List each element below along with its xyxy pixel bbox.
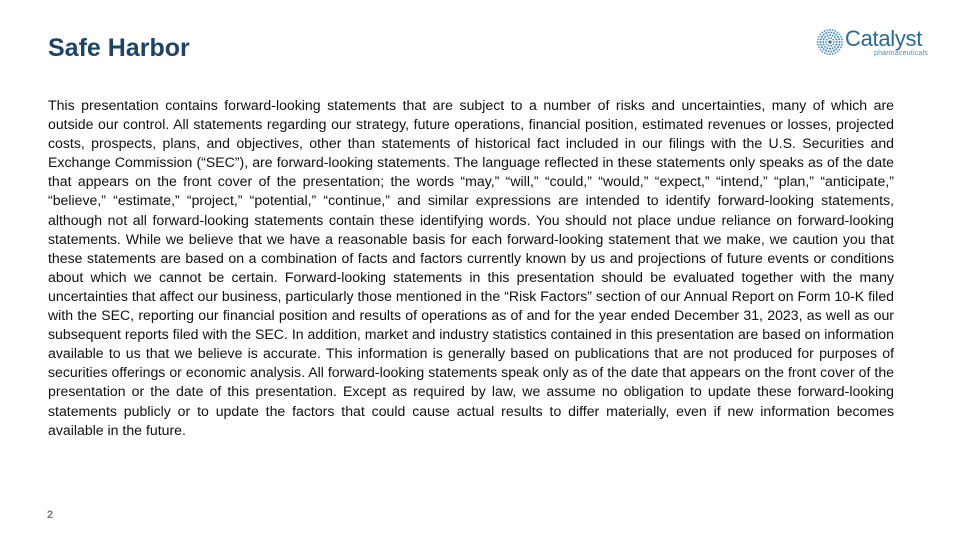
logo-dot (839, 49, 841, 51)
logo-dot (833, 41, 835, 43)
logo-dot (829, 29, 831, 31)
logo-dot (840, 46, 842, 48)
logo-dot (828, 31, 830, 33)
logo-dot (833, 50, 835, 52)
logo-dot (826, 53, 828, 55)
logo-dot (821, 51, 823, 53)
logo-dot (830, 50, 832, 52)
logo-dot (839, 33, 841, 35)
logo-dot (836, 41, 838, 43)
logo-dot (817, 38, 819, 40)
logo-dot (823, 34, 825, 36)
logo-dot (826, 29, 828, 31)
logo-dot (825, 41, 827, 43)
logo-dot (824, 36, 826, 38)
logo-dot (835, 48, 837, 50)
logo-dot (837, 46, 839, 48)
logo-dot (822, 41, 824, 43)
logo-dot (823, 38, 825, 40)
logo-dot (820, 33, 822, 35)
logo-dot (821, 36, 823, 38)
logo-dot (834, 46, 836, 48)
logo-dot (826, 43, 828, 45)
logo-dot (835, 38, 837, 40)
safe-harbor-paragraph: This presentation contains forward-looking statements that are subject to a number of risks and uncertainties, many of which are outside our control. All statements regarding our strategy, future operations, financial position, estimated revenues or losses, projected costs, prospects, plans, and objectives, other than statements of historical fact included in our filings with the U.S. Securities and Exchange Commission (“SEC”), are forward-looking statements. The language reflected in these statements only speaks as of the date that appears on the front cover of the presentation; the words “may,” “will,” “could,” “would,” “expect,” “intend,” “plan,” “anticipate,” “believe,” “estimate,” “project,” “potential,” “continue,” and similar expressions are intended to identify forward-looking statements, although not all forward-looking statements contain these identifying words. You should not place undue reliance on forward-looking statements. While we believe that we have a reasonable basis for each forward-looking statement that we make, we caution you that these statements are based on a combination of facts and factors currently known by us and projections of future events or conditions about which we cannot be certain. Forward-looking statements in this presentation should be evaluated together with the many uncertainties that affect our business, particularly those mentioned in the “Risk Factors” section of our Annual Report on Form 10-K filed with the SEC, reporting our financial position and results of operations as of and for the year ended December 31, 2023, as well as our subsequent reports filed with the SEC. In addition, market and industry statistics contained in this presentation are based on information available to us that we believe is accurate. This information is generally based on publications that are not produced for purposes of securities offerings or economic analysis. All forward-looking statements speak only as of the date that appears on the front cover of the presentation or the date of this presentation. Except as required by law, we assume no obligation to update these forward-looking statements publicly or to update the factors that could cause actual results to differ materially, even if new information becomes available in the future. (48, 97, 894, 438)
logo-dot (820, 38, 822, 40)
logo-dot (817, 44, 819, 46)
logo-tagline: pharmaceuticals (874, 50, 928, 57)
logo-dot (823, 44, 825, 46)
logo-dot (830, 45, 832, 47)
catalyst-sunburst-logo-icon (816, 28, 844, 56)
logo-dot (841, 38, 843, 40)
logo-dot (833, 32, 835, 34)
logo-dot (821, 46, 823, 48)
logo-dot (841, 41, 843, 43)
logo-dot (826, 39, 828, 41)
logo-dot (826, 35, 828, 37)
logo-core-dot (828, 40, 831, 43)
logo-dot (840, 36, 842, 38)
logo-dot (838, 44, 840, 46)
logo-wordmark: Catalyst (845, 26, 923, 51)
logo-dot (823, 48, 825, 50)
logo-dot (830, 31, 832, 33)
logo-dot (819, 41, 821, 43)
logo-dot (818, 46, 820, 48)
logo-dot (837, 36, 839, 38)
logo-dot (832, 47, 834, 49)
logo-dot (821, 32, 823, 34)
logo-dot (824, 46, 826, 48)
logo-dot (825, 32, 827, 34)
logo-dot (828, 50, 830, 52)
logo-dot (837, 51, 839, 53)
logo-dot (832, 39, 834, 41)
logo-dot (832, 35, 834, 37)
logo-dot (825, 50, 827, 52)
logo-dot (818, 36, 820, 38)
logo-dot (828, 45, 830, 47)
logo-dot (820, 44, 822, 46)
logo-dot (832, 53, 834, 55)
logo-dot (820, 49, 822, 51)
logo-dot (828, 37, 830, 39)
logo-dot (835, 44, 837, 46)
logo-dot (817, 41, 819, 43)
logo-dot (834, 52, 836, 54)
logo-dot (841, 44, 843, 46)
slide-title: Safe Harbor (48, 34, 190, 62)
logo-dot (834, 30, 836, 32)
logo-dot (838, 38, 840, 40)
page-number: 2 (47, 509, 54, 521)
logo-dot (824, 52, 826, 54)
logo-dot (829, 34, 831, 36)
logo-dot (826, 47, 828, 49)
logo-dot (824, 30, 826, 32)
logo-dot (835, 34, 837, 36)
company-logo (816, 26, 932, 62)
logo-dot (834, 36, 836, 38)
logo-dot (832, 29, 834, 31)
logo-dot (829, 53, 831, 55)
logo-dot (839, 41, 841, 43)
logo-dot (832, 43, 834, 45)
logo-dot (837, 32, 839, 34)
logo-dot (829, 48, 831, 50)
logo-dot (830, 37, 832, 39)
